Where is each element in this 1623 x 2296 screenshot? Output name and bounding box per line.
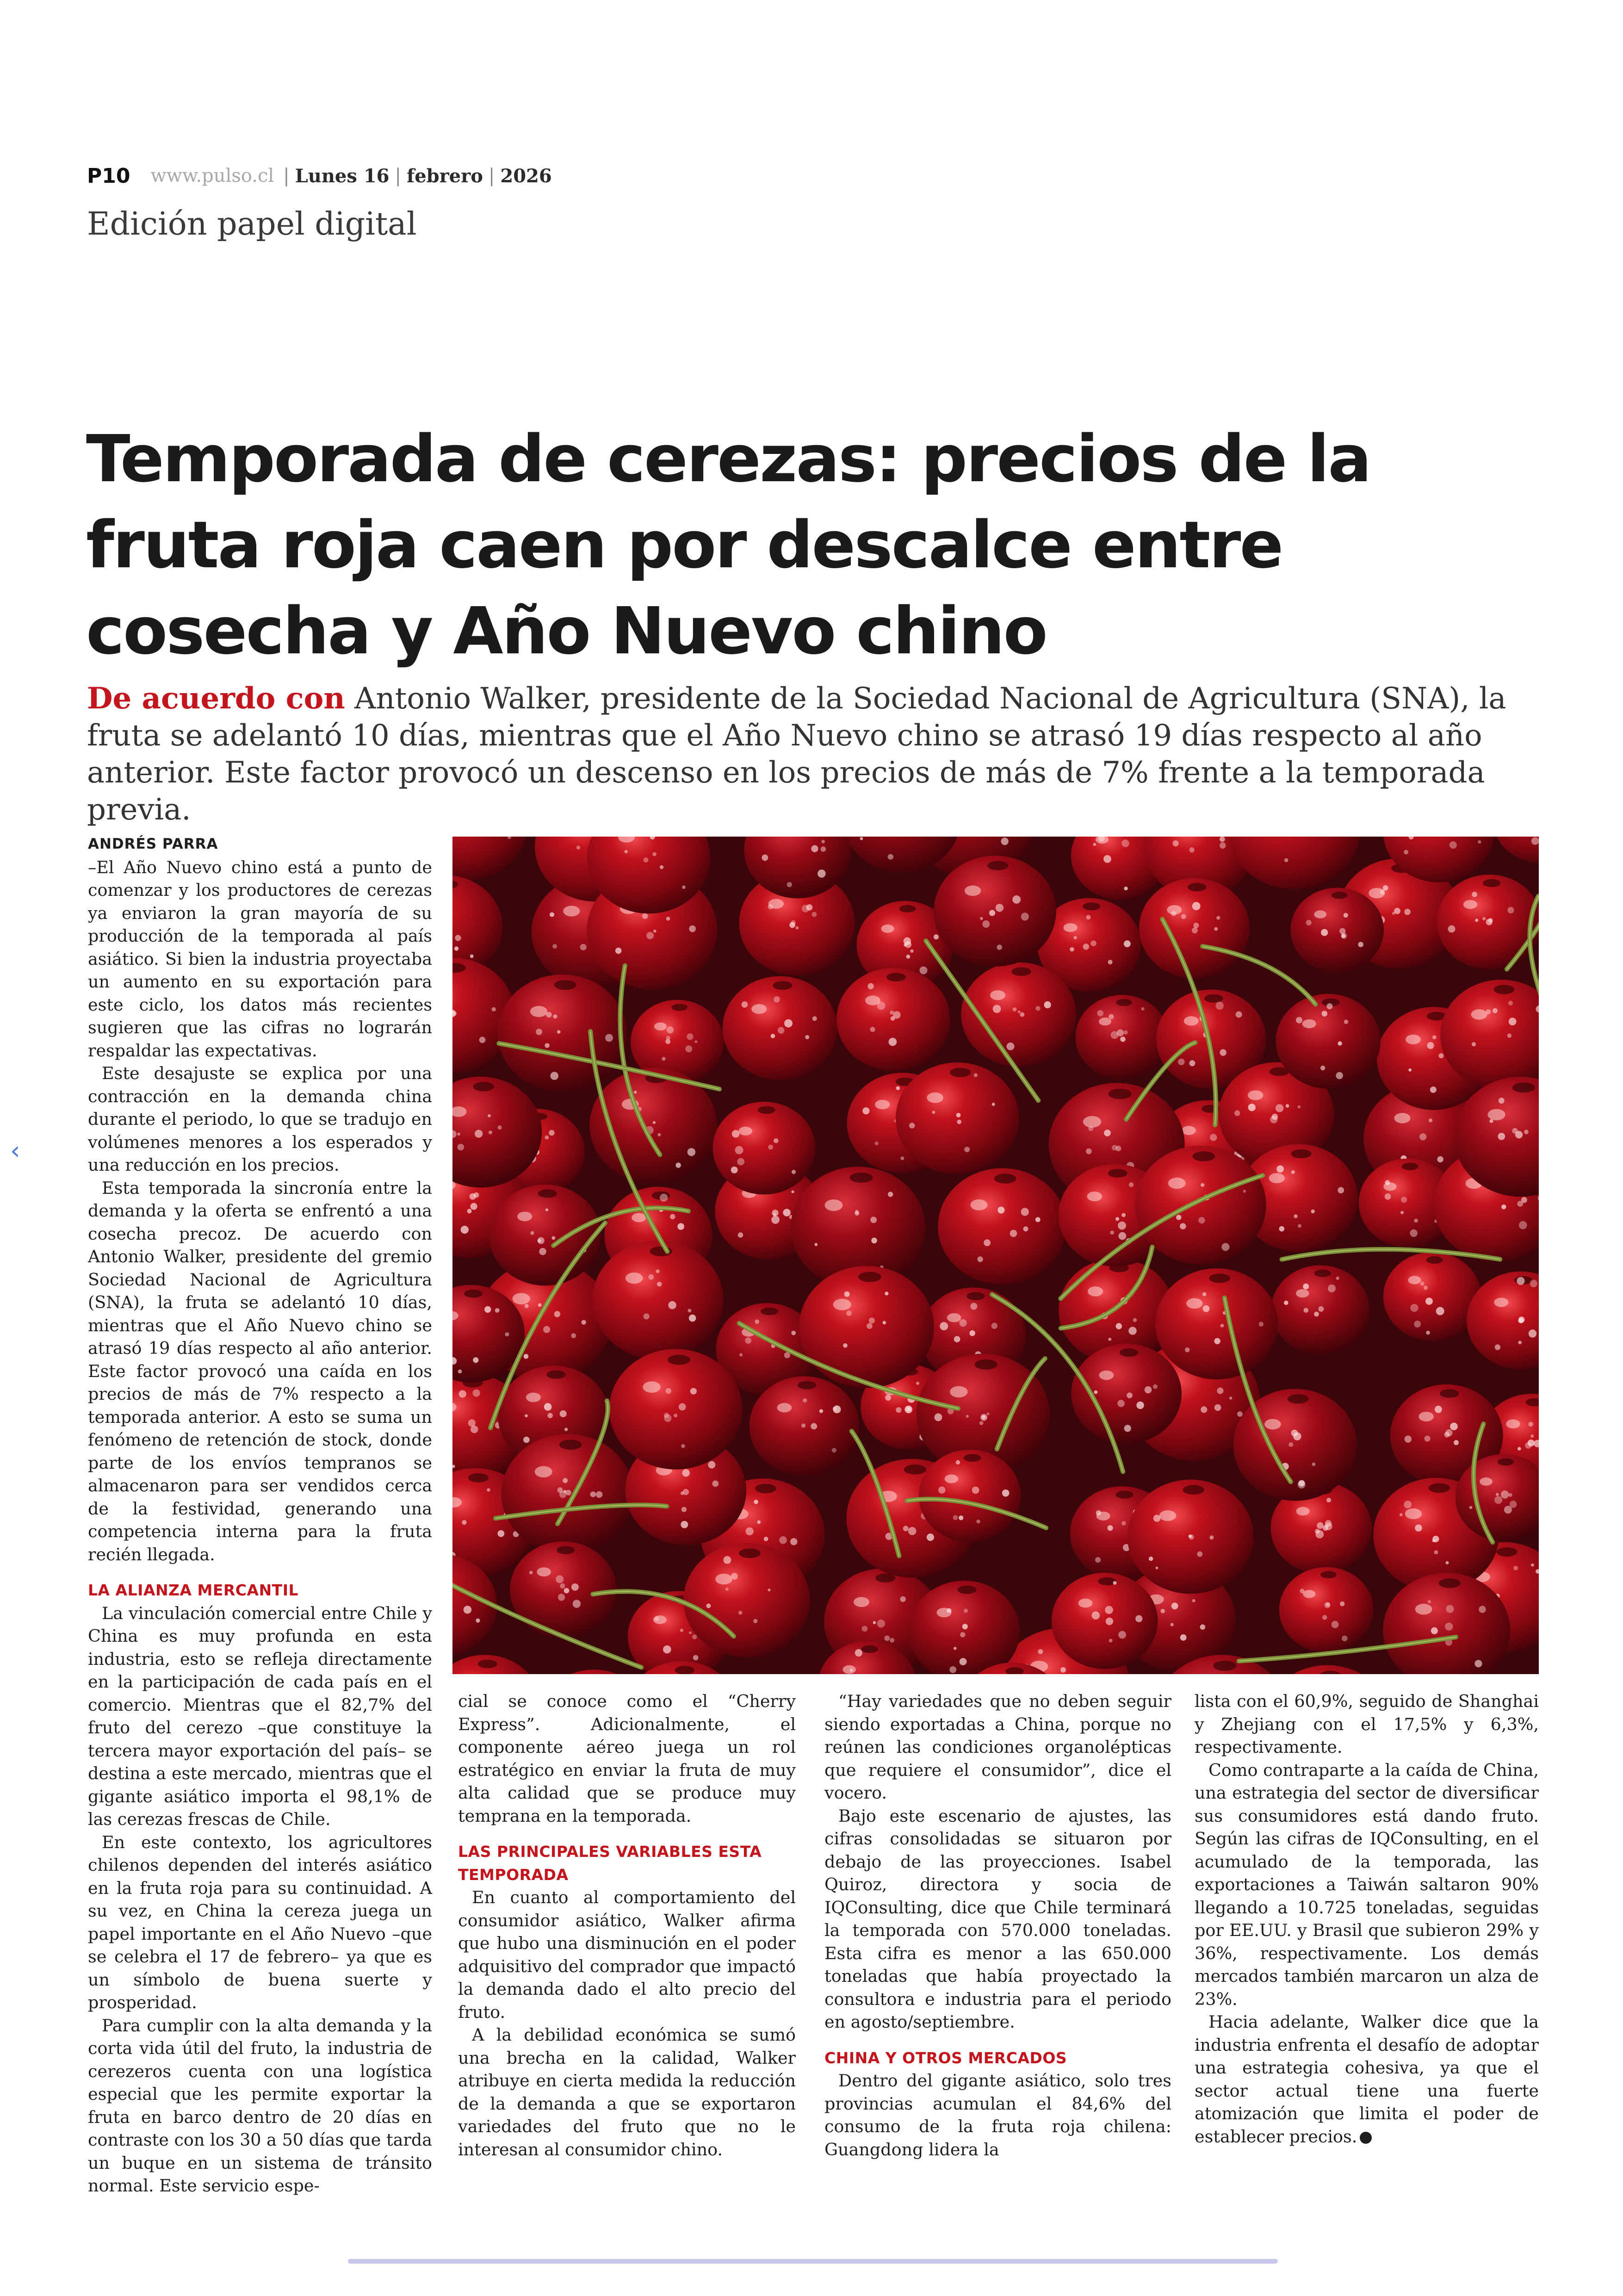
page-number: P10 xyxy=(87,164,130,188)
paragraph: Hacia adelante, Walker dice que la industria enfrenta el desafío de adoptar una estrategia cohesiva, ya que el sector actual tiene una fuerte atomización que limita el poder de establecer precios. xyxy=(1195,2012,1539,2147)
cherry xyxy=(1139,878,1250,978)
cherry xyxy=(799,1266,934,1388)
cherry xyxy=(497,974,627,1092)
cherry xyxy=(1155,1268,1278,1379)
cherry xyxy=(1135,1146,1266,1264)
paragraph: En cuanto al comportamiento del consumidor asiático, Walker afirma que hubo una disminución en el poder adquisitivo del comprador que impactó la demanda dado el alto precio del fruto. xyxy=(458,1887,796,2022)
subheading-variables: LAS PRINCIPALES VARIABLES ESTA TEMPORADA xyxy=(458,1843,762,1884)
cherry xyxy=(1383,1252,1481,1341)
cherry xyxy=(609,1349,743,1469)
cherry xyxy=(713,1102,816,1195)
paragraph: “Hay variedades que no deben seguir siendo exportadas a China, porque no reúnen las condiciones organolépticas que requiere el consumidor”, dice el vocero. xyxy=(824,1691,1171,1803)
paragraph: La vinculación comercial entre Chile y China es muy profunda en esta industria, esto se refleja directamente en la participación de cada país en el comercio. Mientras que el 82,7% del fruto del cerezo –que constituye la tercera mayor exportación del país– se destina a este mercado, mientras que el gigante asiático importa el 98,1% de las cerezas frescas de Chile. xyxy=(88,1603,432,1829)
cherries-illustration xyxy=(452,837,1539,1674)
subheading-alianza: LA ALIANZA MERCANTIL xyxy=(88,1581,299,1599)
cherry xyxy=(1052,1573,1158,1669)
cherry xyxy=(919,1450,1021,1542)
article-headline: Temporada de cerezas: precios de la fruta roja caen por descalce entre cosecha y Año Nuevo chino xyxy=(86,422,1370,669)
cherry xyxy=(1437,875,1539,969)
page-header: P10 www.pulso.cl | Lunes 16 | febrero | 2026 xyxy=(87,164,552,188)
paragraph: Para cumplir con la alta demanda y la corta vida útil del fruto, la industria de cerezeros cuenta con una logística especial que les permite exportar la fruta en barco dentro de 20 días en contraste con los 30 a 50 días que tarda un buque en un sistema de tránsito normal. Este servicio espe- xyxy=(88,2015,432,2196)
cherry xyxy=(502,1434,634,1553)
cherry xyxy=(1276,994,1381,1089)
cherry xyxy=(836,968,950,1071)
paragraph: cial se conoce como el “Cherry Express”. Adicionalmente, el componente aéreo juega un rol estratégico en enviar la fruta de muy alta calidad que se produce muy temprana en la temporada. xyxy=(458,1691,796,1826)
cherry xyxy=(1075,995,1168,1079)
date-month: febrero xyxy=(406,165,483,187)
deck-text: Antonio Walker, presidente de la Sociedad Nacional de Agricultura (SNA), la fruta se adelantó 10 días, mientras que el Año Nuevo chino se atrasó 19 días respecto al año anterior. Este factor provocó un descenso en los precios de más de 7% frente a la temporada previa. xyxy=(87,682,1506,827)
subheading-mercados: CHINA Y OTROS MERCADOS xyxy=(824,2048,1067,2067)
date-day: Lunes 16 xyxy=(295,165,390,187)
cherry xyxy=(750,1376,859,1476)
paragraph: Bajo este escenario de ajustes, las cifras consolidadas se situaron por debajo de las proyecciones. Isabel Quiroz, directora y socia de IQConsulting, dice que Chile terminará la temporada con 570.000 toneladas. Esta cifra es menor a las 650.000 toneladas que había proyectado la consultora e industria para el periodo en agosto/septiembre. xyxy=(824,1806,1171,2032)
cherry xyxy=(723,976,837,1080)
cherry xyxy=(510,1541,616,1638)
end-of-article-icon xyxy=(1360,2132,1372,2144)
previous-page-arrow-icon[interactable]: ‹ xyxy=(10,1136,20,1165)
cherry xyxy=(1279,1567,1374,1652)
paragraph: A la debilidad económica se sumó una brecha en la calidad, Walker atribuye en cierta medida la reducción de la demanda a que se exportaron variedades del fruto que no le interesan al consumidor chino. xyxy=(458,2025,796,2159)
article-deck xyxy=(87,680,1544,828)
article-column-3 xyxy=(824,1690,1171,2161)
paragraph: –El Año Nuevo chino está a punto de comenzar y los productores de cerezas ya enviaron la gran mayoría de su producción de la temporada al país asiático. Si bien la industria proyectaba un aumento en su exportación para este ciclo, los datos más recientes sugieren que las cifras no lograrán respaldar las expectativas. xyxy=(88,857,432,1061)
paragraph: Esta temporada la sincronía entre la demanda y la oferta se enfrentó a una cosecha precoz. De acuerdo con Antonio Walker, presidente del gremio Sociedad Nacional de Agricultura (SNA), la fruta se adelantó 10 días, mientras que el Año Nuevo chino se atrasó 19 días respecto al año anterior. Este factor provocó una caída en los precios de más de 7% respecto a la temporada anterior. A esto se suma un fenómeno de retención de stock, donde parte de los envíos tempranos se almacenaron para ser vendidos cerca de la festividad, generando una competencia interna para la fruta recién llegada. xyxy=(88,1178,432,1564)
paragraph: Dentro del gigante asiático, solo tres provincias acumulan el 84,6% del consumo de la fruta roja chilena: Guangdong lidera la xyxy=(824,2071,1171,2159)
paragraph: Este desajuste se explica por una contracción en la demanda china durante el periodo, lo que se tradujo en volúmenes menores a los esperados y una reducción en los precios. xyxy=(88,1063,432,1175)
author-byline: ANDRÉS PARRA xyxy=(88,836,218,852)
cherry xyxy=(592,1241,723,1359)
article-column-4 xyxy=(1195,1690,1539,2148)
cherry xyxy=(489,1185,601,1285)
cherry xyxy=(1127,1480,1254,1594)
horizontal-scrollbar[interactable] xyxy=(348,2259,1278,2264)
cherry xyxy=(934,856,1056,967)
cherries-photo xyxy=(452,837,1539,1674)
paragraph: En este contexto, los agricultores chilenos dependen del interés asiático en la fruta roja para su continuidad. A su vez, en China la cereza juega un papel importante en el Año Nuevo –que se celebra el 17 de febrero– ya que es un símbolo de buena suerte y prosperidad. xyxy=(88,1832,432,2012)
paragraph: lista con el 60,9%, seguido de Shanghai y Zhejiang con el 17,5% y 6,3%, respectivamente. xyxy=(1195,1691,1539,1757)
edition-label: Edición papel digital xyxy=(87,206,417,242)
cherry xyxy=(683,1543,810,1657)
cherry xyxy=(1271,1266,1369,1354)
paragraph: Como contraparte a la caída de China, una estrategia del sector de diversificar sus consumidores está dando fruto. Según las cifras de IQConsulting, en el acumulado de la temporada, las exportaciones a Taiwán saltaron 90% llegando a 10.725 toneladas, seguidas por EE.UU. y Brasil que subieron 29% y 36%, respectivamente. Los demás mercados también marcaron un alza de 23%. xyxy=(1195,1760,1539,2009)
cherry xyxy=(896,1062,1019,1174)
date-year: 2026 xyxy=(500,165,552,187)
article-column-2 xyxy=(458,1690,796,2161)
article-column-1 xyxy=(88,833,432,2197)
cherry xyxy=(1290,887,1384,972)
deck-lead: De acuerdo con xyxy=(87,681,345,716)
cherry xyxy=(938,1168,1066,1285)
site-url[interactable]: www.pulso.cl xyxy=(150,165,274,186)
cherry xyxy=(1071,1344,1182,1444)
